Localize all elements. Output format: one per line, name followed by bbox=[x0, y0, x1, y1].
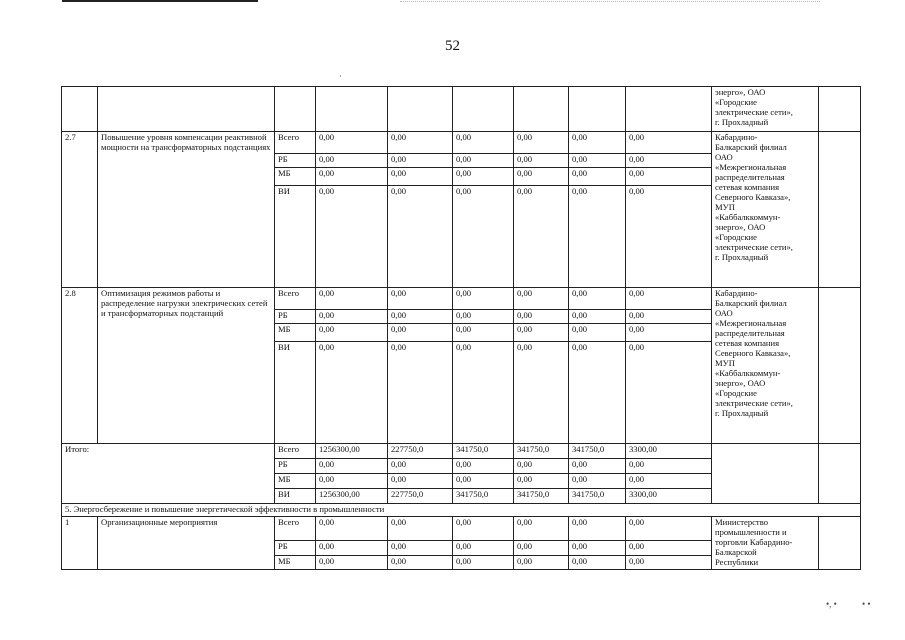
source-cell: ВИ bbox=[275, 489, 316, 504]
value-cell: 0,00 bbox=[316, 555, 388, 569]
value-cell bbox=[388, 87, 453, 132]
value-cell: 0,00 bbox=[569, 154, 626, 168]
value-cell: 1256300,00 bbox=[316, 444, 388, 459]
value-cell: 0,00 bbox=[388, 459, 453, 474]
source-cell: МБ bbox=[275, 474, 316, 489]
value-cell: 0,00 bbox=[316, 324, 388, 342]
value-cell: 0,00 bbox=[626, 168, 712, 186]
table-row bbox=[62, 132, 861, 154]
scan-speck: •, • bbox=[826, 599, 837, 609]
table-row bbox=[62, 87, 861, 132]
value-cell: 0,00 bbox=[569, 555, 626, 569]
value-cell: 0,00 bbox=[316, 288, 388, 310]
source-cell: РБ bbox=[275, 459, 316, 474]
note-cell bbox=[819, 444, 861, 504]
note-cell bbox=[819, 516, 861, 569]
value-cell: 0,00 bbox=[388, 310, 453, 324]
value-cell: 0,00 bbox=[316, 459, 388, 474]
value-cell: 0,00 bbox=[569, 324, 626, 342]
value-cell bbox=[626, 87, 712, 132]
source-cell: МБ bbox=[275, 168, 316, 186]
executor-cell: Кабардино- Балкарский филиал ОАО «Межрегиональная распределительная сетевая компания Северного Кавказа», МУП «Каббалккоммун- энерго», ОАО «Городские электрические сети», г. Прохладный bbox=[712, 132, 819, 288]
executor-cell bbox=[712, 444, 819, 504]
value-cell: 0,00 bbox=[316, 310, 388, 324]
value-cell: 341750,0 bbox=[569, 444, 626, 459]
table-row bbox=[62, 288, 861, 310]
value-cell: 0,00 bbox=[626, 186, 712, 288]
value-cell: 0,00 bbox=[626, 288, 712, 310]
value-cell: 0,00 bbox=[388, 342, 453, 444]
table-row bbox=[62, 504, 861, 517]
value-cell: 0,00 bbox=[453, 186, 514, 288]
value-cell bbox=[453, 87, 514, 132]
value-cell: 0,00 bbox=[514, 540, 569, 555]
value-cell: 0,00 bbox=[388, 324, 453, 342]
value-cell: 341750,0 bbox=[569, 489, 626, 504]
value-cell: 0,00 bbox=[453, 154, 514, 168]
value-cell: 0,00 bbox=[569, 310, 626, 324]
value-cell: 341750,0 bbox=[514, 444, 569, 459]
value-cell: 0,00 bbox=[388, 168, 453, 186]
value-cell: 0,00 bbox=[514, 186, 569, 288]
top-rule bbox=[62, 0, 258, 2]
value-cell: 0,00 bbox=[316, 474, 388, 489]
program-table bbox=[61, 86, 861, 570]
table-row bbox=[62, 516, 861, 540]
value-cell: 227750,0 bbox=[388, 444, 453, 459]
value-cell: 0,00 bbox=[626, 555, 712, 569]
value-cell: 0,00 bbox=[514, 132, 569, 154]
value-cell bbox=[569, 87, 626, 132]
source-cell: РБ bbox=[275, 154, 316, 168]
value-cell: 0,00 bbox=[316, 168, 388, 186]
value-cell: 0,00 bbox=[316, 540, 388, 555]
value-cell: 0,00 bbox=[569, 342, 626, 444]
value-cell: 0,00 bbox=[388, 555, 453, 569]
num-cell bbox=[62, 87, 98, 132]
executor-cell: Министерство промышленности и торговли Кабардино- Балкарской Республики bbox=[712, 516, 819, 569]
value-cell: 0,00 bbox=[569, 186, 626, 288]
value-cell: 0,00 bbox=[569, 288, 626, 310]
source-cell: РБ bbox=[275, 310, 316, 324]
value-cell: 0,00 bbox=[453, 288, 514, 310]
value-cell: 0,00 bbox=[453, 474, 514, 489]
num-cell: 1 bbox=[62, 516, 98, 569]
value-cell: 0,00 bbox=[316, 132, 388, 154]
value-cell: 0,00 bbox=[453, 342, 514, 444]
value-cell: 0,00 bbox=[514, 555, 569, 569]
source-cell bbox=[275, 87, 316, 132]
value-cell: 0,00 bbox=[388, 186, 453, 288]
num-cell: 2.8 bbox=[62, 288, 98, 444]
name-cell: Оптимизация режимов работы и распределение нагрузки электрических сетей и трансформаторных подстанций bbox=[98, 288, 275, 444]
note-cell bbox=[819, 132, 861, 288]
source-cell: МБ bbox=[275, 555, 316, 569]
value-cell: 0,00 bbox=[569, 168, 626, 186]
name-cell: Повышение уровня компенсации реактивной мощности на трансформаторных подстанциях bbox=[98, 132, 275, 288]
value-cell: 0,00 bbox=[514, 516, 569, 540]
source-cell: РБ bbox=[275, 540, 316, 555]
section-title: 5. Энергосбережение и повышение энергетической эффективности в промышленности bbox=[62, 504, 861, 517]
value-cell: 0,00 bbox=[569, 132, 626, 154]
source-cell: Всего bbox=[275, 132, 316, 154]
value-cell: 0,00 bbox=[626, 132, 712, 154]
value-cell: 0,00 bbox=[453, 132, 514, 154]
top-dotted-rule bbox=[400, 1, 820, 2]
value-cell: 0,00 bbox=[316, 154, 388, 168]
value-cell: 0,00 bbox=[453, 310, 514, 324]
table-row bbox=[62, 444, 861, 459]
value-cell: 0,00 bbox=[453, 555, 514, 569]
value-cell: 0,00 bbox=[626, 516, 712, 540]
value-cell: 0,00 bbox=[316, 516, 388, 540]
executor-cell: Кабардино- Балкарский филиал ОАО «Межрегиональная распределительная сетевая компания Северного Кавказа», МУП «Каббалккоммун- энерго», ОАО «Городские электрические сети», г. Прохладный bbox=[712, 288, 819, 444]
value-cell: 0,00 bbox=[514, 168, 569, 186]
value-cell: 0,00 bbox=[514, 154, 569, 168]
scan-speck: · bbox=[339, 71, 342, 81]
note-cell bbox=[819, 288, 861, 444]
value-cell: 0,00 bbox=[453, 324, 514, 342]
name-cell bbox=[98, 87, 275, 132]
value-cell: 0,00 bbox=[388, 132, 453, 154]
source-cell: Всего bbox=[275, 444, 316, 459]
value-cell: 0,00 bbox=[626, 459, 712, 474]
value-cell: 0,00 bbox=[569, 459, 626, 474]
source-cell: Всего bbox=[275, 516, 316, 540]
num-cell: 2.7 bbox=[62, 132, 98, 288]
value-cell bbox=[514, 87, 569, 132]
value-cell: 0,00 bbox=[569, 474, 626, 489]
source-cell: ВИ bbox=[275, 342, 316, 444]
value-cell: 0,00 bbox=[569, 516, 626, 540]
value-cell: 0,00 bbox=[316, 186, 388, 288]
value-cell: 0,00 bbox=[514, 459, 569, 474]
value-cell: 227750,0 bbox=[388, 489, 453, 504]
source-cell: МБ bbox=[275, 324, 316, 342]
value-cell: 0,00 bbox=[388, 474, 453, 489]
value-cell: 0,00 bbox=[514, 324, 569, 342]
value-cell: 0,00 bbox=[514, 474, 569, 489]
value-cell: 0,00 bbox=[453, 459, 514, 474]
value-cell: 0,00 bbox=[453, 516, 514, 540]
value-cell: 3300,00 bbox=[626, 444, 712, 459]
value-cell: 0,00 bbox=[388, 516, 453, 540]
value-cell: 0,00 bbox=[514, 342, 569, 444]
value-cell: 0,00 bbox=[453, 168, 514, 186]
value-cell: 0,00 bbox=[626, 540, 712, 555]
name-cell: Организационные мероприятия bbox=[98, 516, 275, 569]
value-cell: 0,00 bbox=[569, 540, 626, 555]
value-cell: 0,00 bbox=[626, 310, 712, 324]
value-cell: 0,00 bbox=[626, 474, 712, 489]
value-cell: 0,00 bbox=[514, 288, 569, 310]
note-cell bbox=[819, 87, 861, 132]
source-cell: Всего bbox=[275, 288, 316, 310]
value-cell: 0,00 bbox=[626, 154, 712, 168]
page-number: 52 bbox=[445, 38, 460, 54]
value-cell: 0,00 bbox=[388, 288, 453, 310]
value-cell: 341750,0 bbox=[453, 444, 514, 459]
value-cell: 1256300,00 bbox=[316, 489, 388, 504]
executor-cell: энерго», ОАО «Городские электрические сети», г. Прохладный bbox=[712, 87, 819, 132]
source-cell: ВИ bbox=[275, 186, 316, 288]
value-cell: 341750,0 bbox=[453, 489, 514, 504]
value-cell: 0,00 bbox=[316, 342, 388, 444]
value-cell: 0,00 bbox=[453, 540, 514, 555]
value-cell: 0,00 bbox=[388, 154, 453, 168]
total-label: Итого: bbox=[62, 444, 275, 504]
scan-speck: • • bbox=[862, 599, 871, 609]
value-cell: 0,00 bbox=[626, 342, 712, 444]
value-cell: 3300,00 bbox=[626, 489, 712, 504]
value-cell: 0,00 bbox=[388, 540, 453, 555]
value-cell: 0,00 bbox=[514, 310, 569, 324]
value-cell: 0,00 bbox=[626, 324, 712, 342]
value-cell: 341750,0 bbox=[514, 489, 569, 504]
value-cell bbox=[316, 87, 388, 132]
